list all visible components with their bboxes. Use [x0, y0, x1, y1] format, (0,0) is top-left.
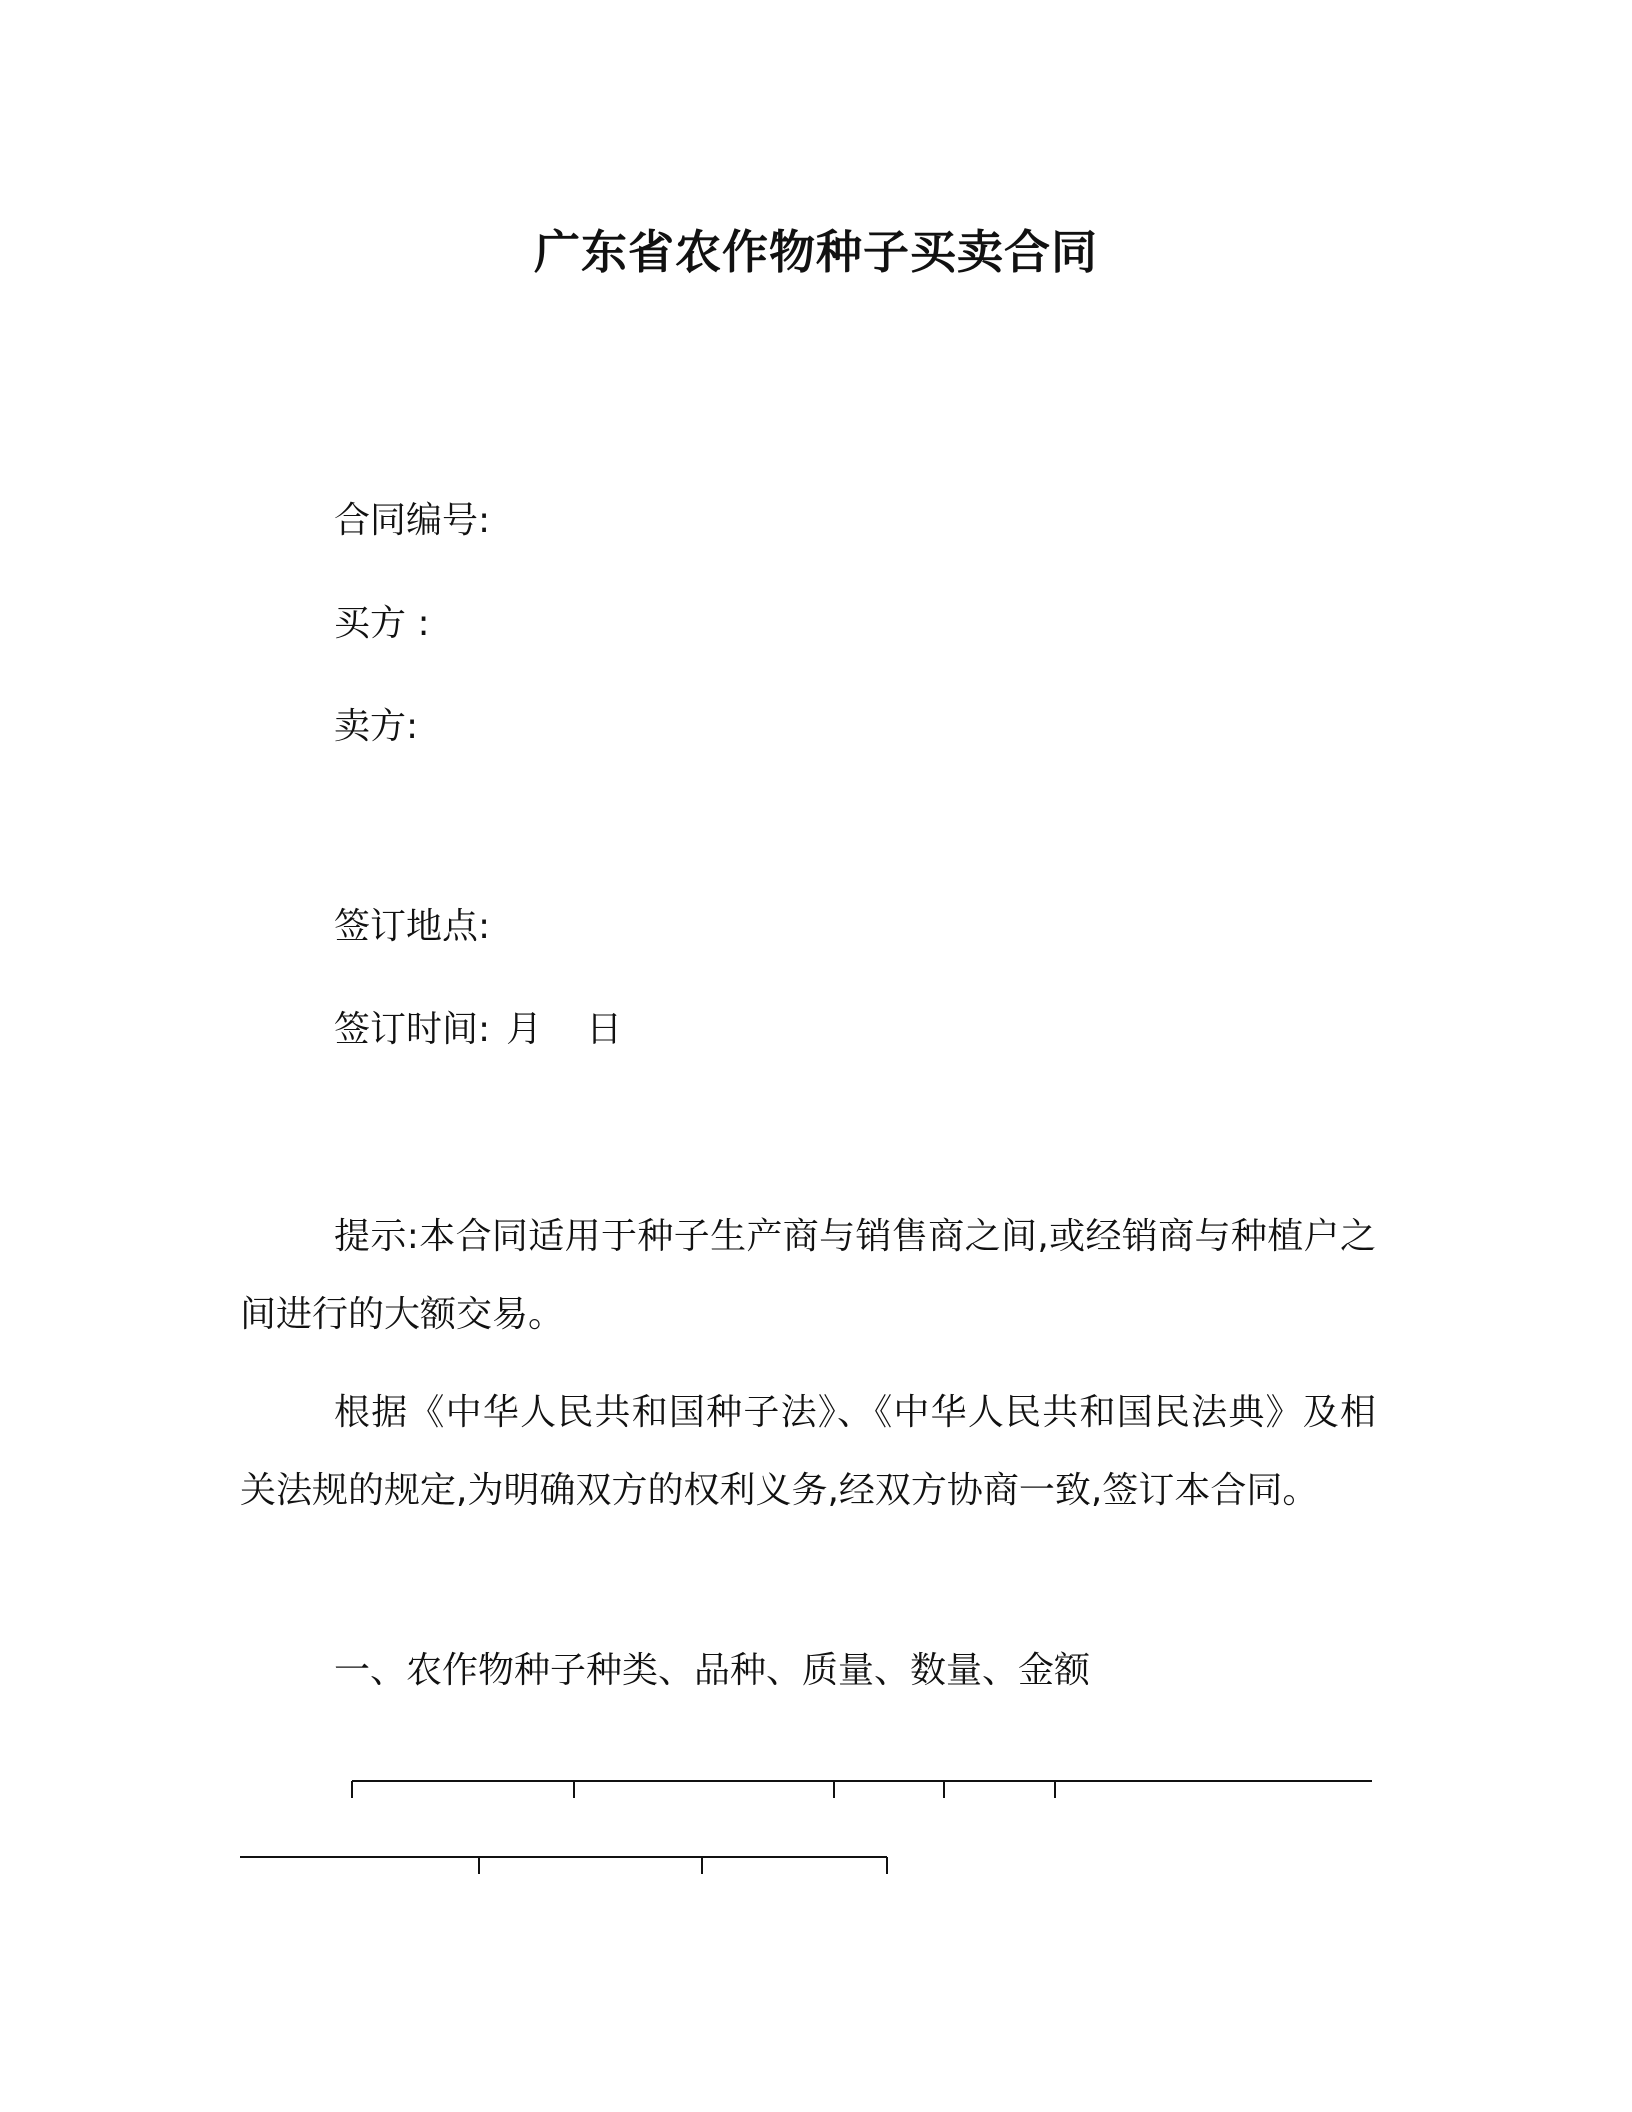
hint-paragraph: 提示:本合同适用于种子生产商与销售商之间,或经销商与种植户之间进行的大额交易。	[240, 1216, 1376, 1335]
document-title: 广东省农作物种子买卖合同	[534, 225, 1098, 279]
seller-field: 卖方:	[334, 706, 419, 747]
section-1-heading: 一、农作物种子种类、品种、质量、数量、金额	[334, 1650, 1091, 1691]
sign-time-day: 日	[586, 1009, 623, 1050]
sign-place-field: 签订地点:	[334, 906, 491, 947]
sign-time-month: 月	[506, 1009, 543, 1050]
sign-time-label: 签订时间:	[334, 1009, 491, 1050]
contract-number-field: 合同编号:	[334, 500, 491, 541]
preamble-paragraph: 根据《中华人民共和国种子法》、《中华人民共和国民法典》及相关法规的规定,为明确双方的权利义务,经双方协商一致,签订本合同。	[240, 1392, 1376, 1511]
buyer-field: 买方 :	[334, 603, 430, 644]
